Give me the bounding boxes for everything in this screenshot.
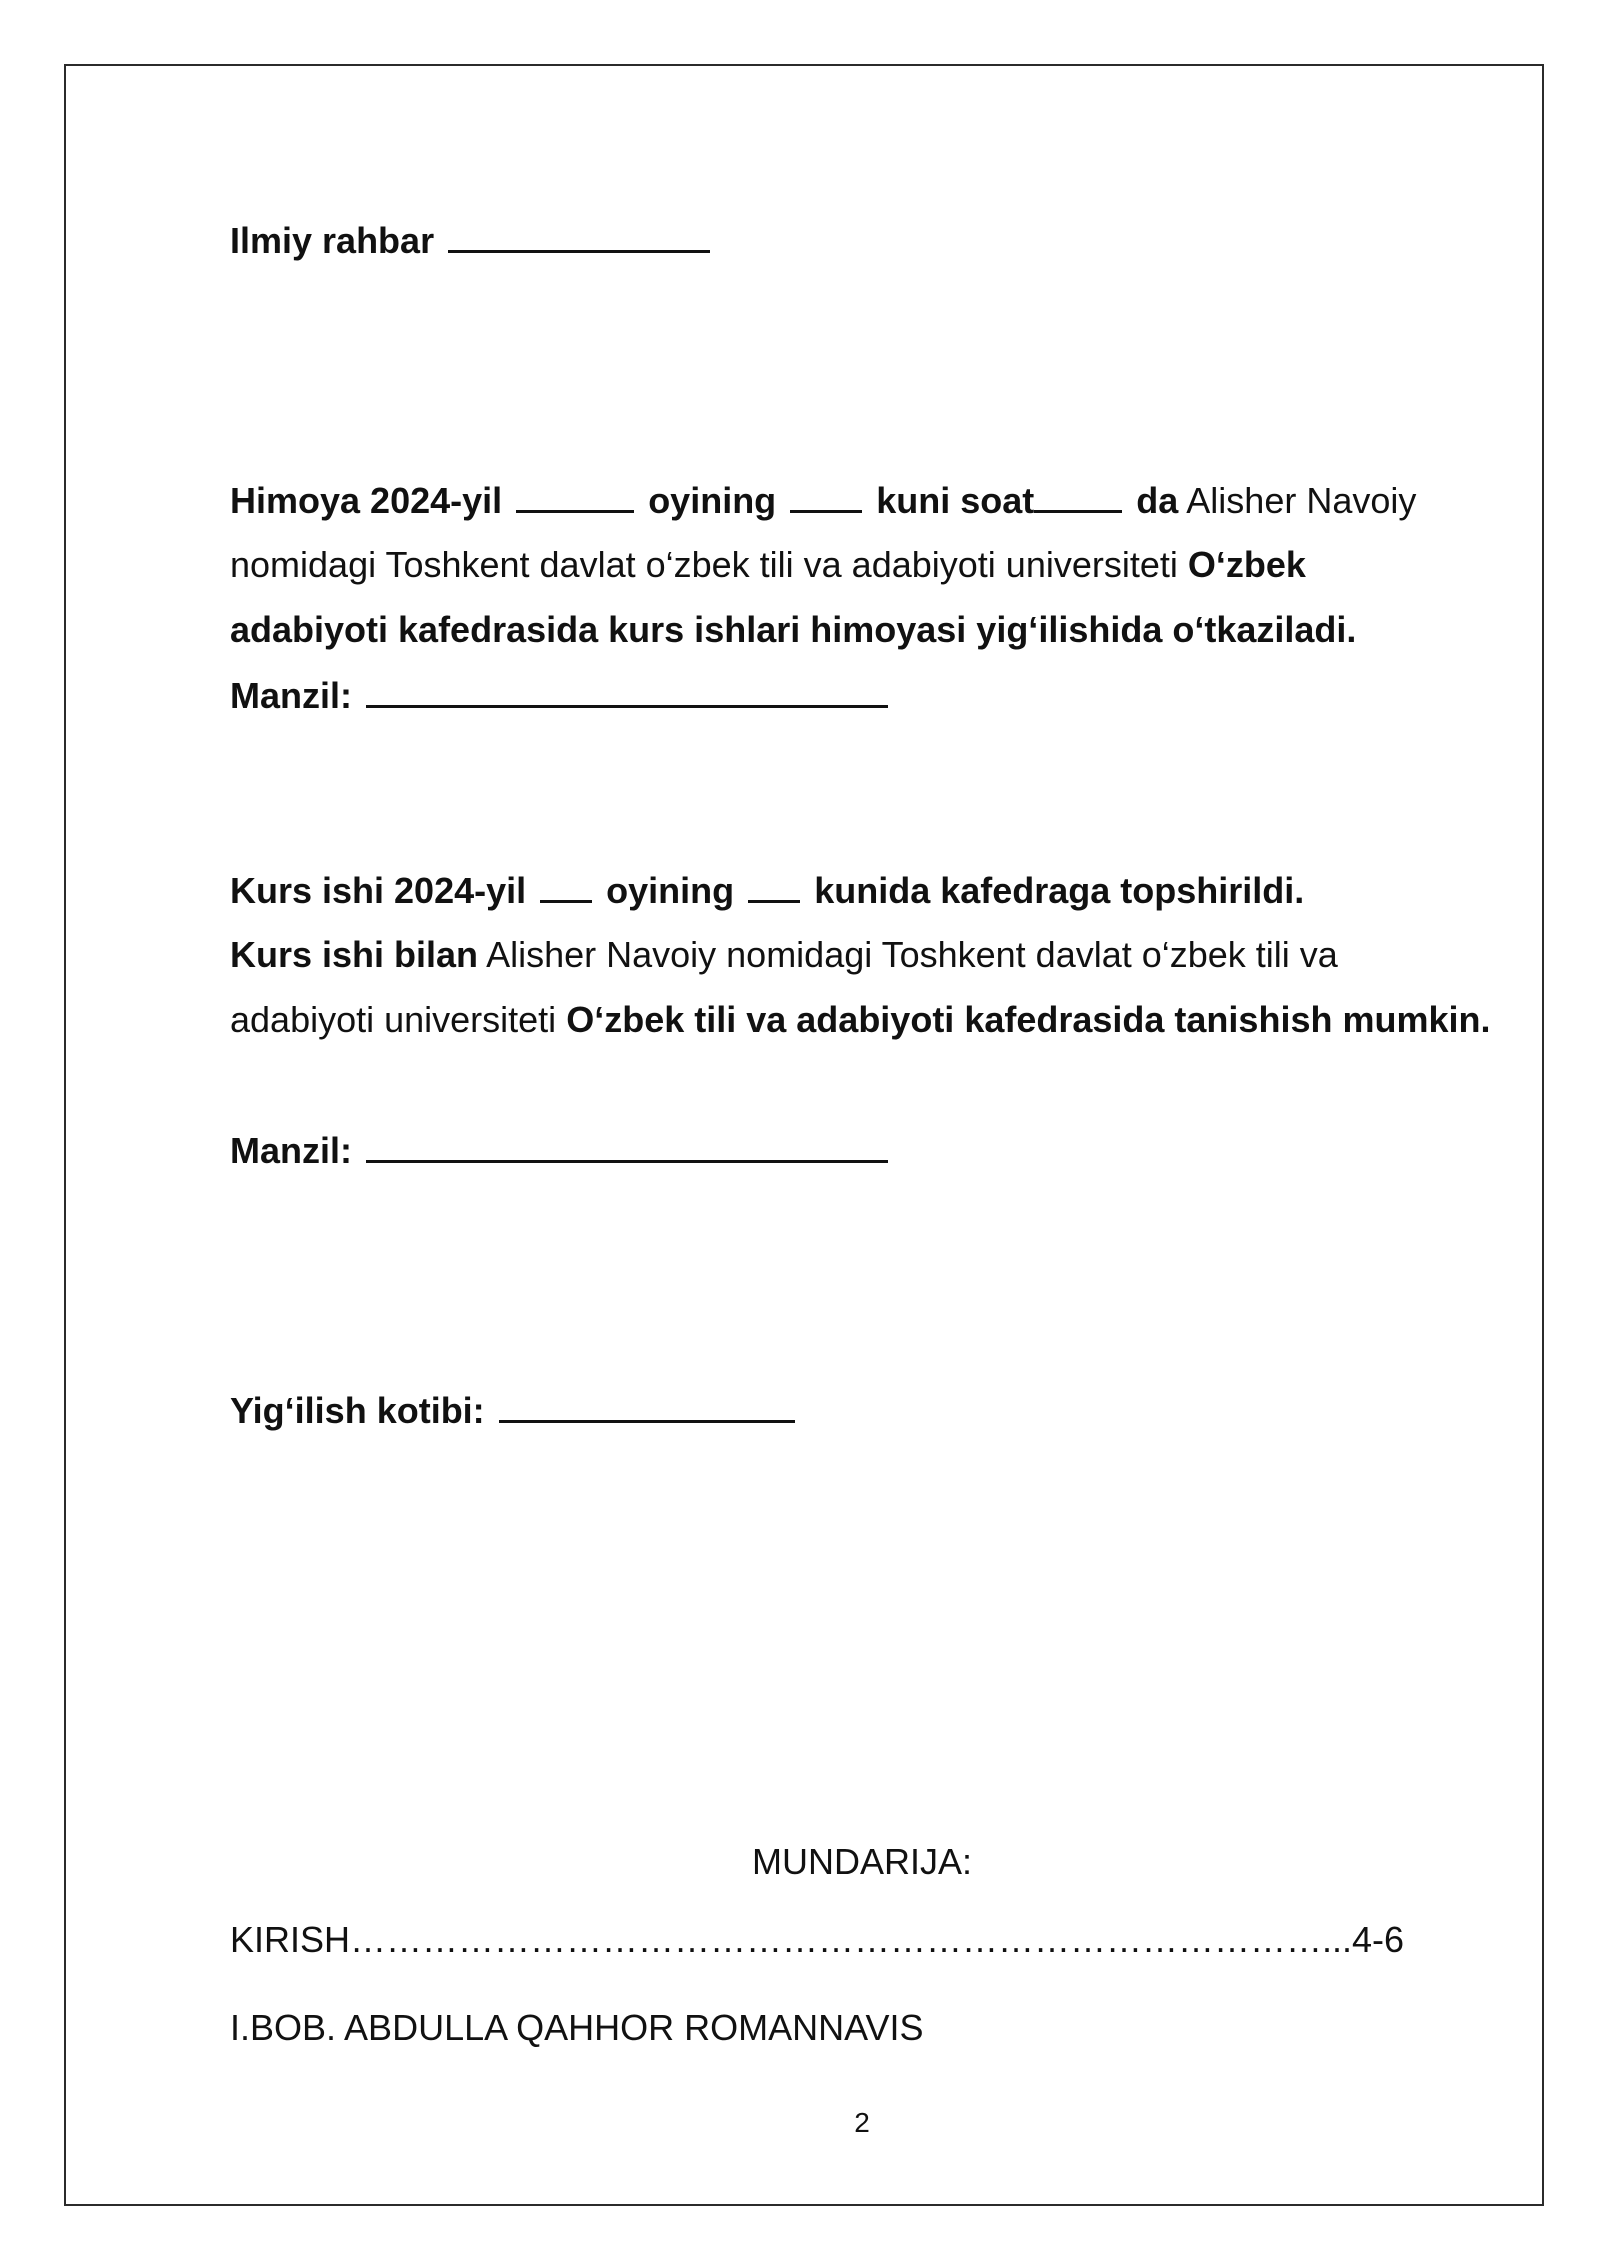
submission-line-1 (230, 868, 1304, 913)
defense-day-blank (790, 478, 862, 513)
defense-department-text: adabiyoti kafedrasida kurs ishlari himoyasi yig‘ilishida o‘tkaziladi. (230, 609, 1357, 650)
defense-time-suffix: da (1136, 480, 1179, 521)
defense-time-blank (1034, 478, 1122, 513)
submission-address-label: Manzil: (230, 1130, 352, 1171)
defense-year-text: Himoya 2024-yil (230, 480, 503, 521)
defense-address-line (230, 673, 892, 718)
submission-month-text: oyining (606, 870, 735, 911)
defense-line-3 (230, 608, 1356, 652)
secretary-line (230, 1388, 799, 1433)
defense-line-2 (230, 543, 1306, 587)
secretary-signature-blank (499, 1388, 795, 1423)
toc-entry: I.BOB. ABDULLA QAHHOR ROMANNAVIS (230, 2007, 924, 2048)
submission-line-3 (230, 998, 1490, 1042)
submission-line-2 (230, 933, 1338, 977)
defense-university-name: nomidagi Toshkent davlat o‘zbek tili va adabiyoti universiteti (230, 544, 1178, 585)
submission-department-text: O‘zbek tili va adabiyoti kafedrasida tanishish mumkin. (566, 999, 1491, 1040)
defense-address-blank (366, 673, 888, 708)
submission-university-end: adabiyoti universiteti (230, 999, 557, 1040)
secretary-label: Yig‘ilish kotibi: (230, 1390, 485, 1431)
submission-address-line (230, 1128, 892, 1173)
supervisor-signature-blank (448, 218, 710, 253)
submission-intro: Kurs ishi bilan (230, 934, 479, 975)
defense-month-text: oyining (648, 480, 777, 521)
defense-address-label: Manzil: (230, 675, 352, 716)
defense-month-blank (516, 478, 634, 513)
submission-day-text: kunida kafedraga topshirildi. (814, 870, 1305, 911)
defense-line-1 (230, 478, 1416, 523)
toc-entry: KIRISH………………………………………………………………………...4-6 (230, 1919, 1405, 1960)
submission-year-text: Kurs ishi 2024-yil (230, 870, 527, 911)
submission-day-blank (748, 868, 800, 903)
toc-title: MUNDARIJA: (751, 1841, 972, 1882)
supervisor-label: Ilmiy rahbar (230, 220, 435, 261)
page-number: 2 (854, 2107, 870, 2138)
defense-day-text: kuni soat (876, 480, 1035, 521)
defense-university-text: Alisher Navoiy (1186, 480, 1417, 521)
submission-university-name: Alisher Navoiy nomidagi Toshkent davlat o‘zbek tili va (486, 934, 1338, 975)
submission-month-blank (540, 868, 592, 903)
supervisor-line (230, 218, 714, 263)
submission-address-blank (366, 1128, 888, 1163)
defense-department-start: O‘zbek (1187, 544, 1306, 585)
